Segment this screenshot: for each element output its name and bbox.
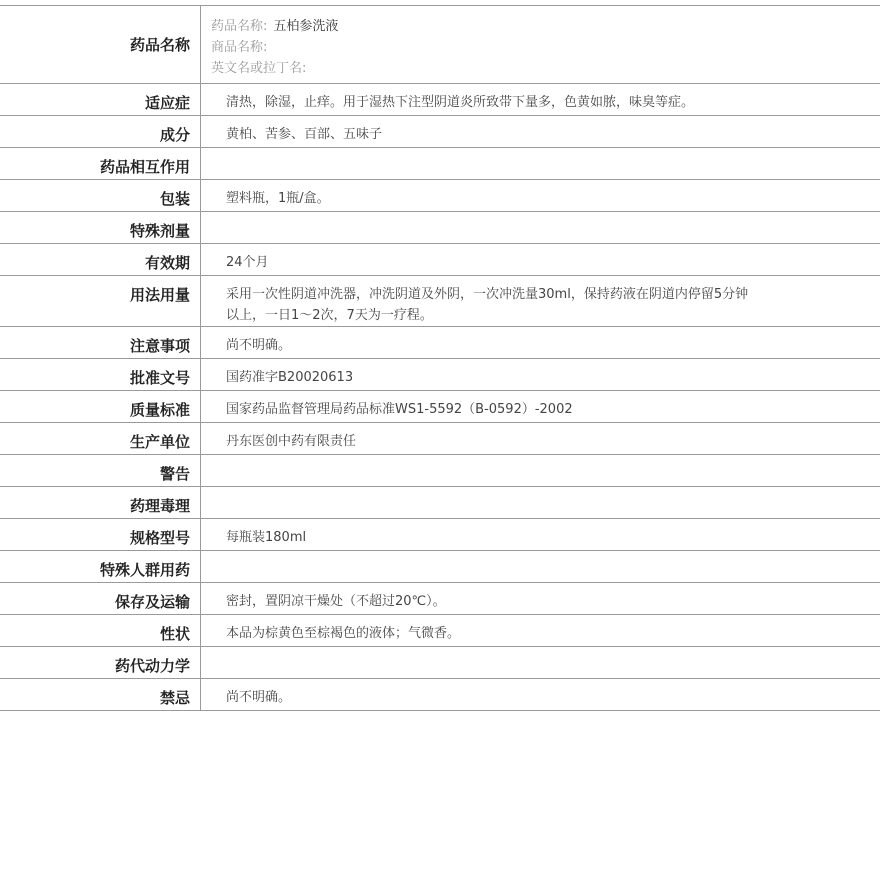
spec-row [0, 327, 880, 359]
spec-row-label: 药理毒理 [129, 497, 190, 515]
spec-row-label: 包装 [159, 190, 190, 208]
spec-row-value: 清热，除湿，止痒。用于湿热下注型阴道炎所致带下量多，色黄如脓，味臭等症。 [226, 95, 695, 110]
drug-spec-table [0, 5, 880, 711]
spec-row-label: 特殊人群用药 [99, 561, 190, 579]
latin-name-key: 英文名或拉丁名: [211, 61, 307, 76]
name-row-label-cell [0, 6, 201, 84]
spec-row [0, 244, 880, 276]
spec-row-label: 生产单位 [129, 433, 190, 451]
spec-row-value: 塑料瓶，1瓶/盒。 [226, 191, 330, 206]
spec-row-value-cell [201, 391, 880, 423]
spec-row-value-cell [201, 647, 880, 679]
name-block [201, 6, 880, 79]
name-row [0, 6, 880, 84]
spec-row-value [201, 148, 880, 156]
spec-row-label: 有效期 [144, 254, 190, 272]
spec-row [0, 84, 880, 116]
spec-row-value [201, 212, 880, 220]
spec-row-label: 质量标准 [129, 401, 190, 419]
spec-row-label-cell [0, 148, 201, 180]
name-row-label: 药品名称 [129, 36, 190, 54]
spec-row-label: 性状 [159, 625, 190, 643]
spec-row-value [201, 551, 880, 559]
spec-row-value: 国家药品监督管理局药品标准WS1-5592（B-0592）-2002 [226, 402, 573, 417]
spec-row-value: 密封，置阴凉干燥处（不超过20℃）。 [226, 594, 446, 609]
spec-row-value-cell [201, 212, 880, 244]
spec-row-label-cell [0, 423, 201, 455]
spec-row-label-cell [0, 583, 201, 615]
spec-row-label-cell [0, 391, 201, 423]
spec-row [0, 391, 880, 423]
spec-row-value: 国药准字B20020613 [226, 370, 354, 385]
spec-row-value-cell [201, 423, 880, 455]
spec-row-value-cell [201, 615, 880, 647]
spec-row-value-cell [201, 180, 880, 212]
spec-row-value-cell [201, 487, 880, 519]
spec-row-value-cell [201, 551, 880, 583]
spec-row-label-cell [0, 116, 201, 148]
spec-row-label: 禁忌 [159, 689, 190, 707]
spec-row [0, 148, 880, 180]
spec-row-value-cell [201, 327, 880, 359]
spec-row-value: 每瓶装180ml [226, 530, 307, 545]
spec-row-value-cell [201, 148, 880, 180]
generic-name-key: 药品名称: [211, 19, 268, 34]
spec-row-value-cell [201, 583, 880, 615]
spec-row [0, 519, 880, 551]
spec-row [0, 583, 880, 615]
spec-row-value: 丹东医创中药有限责任 [226, 434, 357, 449]
trade-name-key: 商品名称: [211, 40, 268, 55]
spec-row-label-cell [0, 551, 201, 583]
spec-row [0, 615, 880, 647]
spec-row-value-cell [201, 455, 880, 487]
spec-row-label-cell [0, 487, 201, 519]
spec-row-label: 警告 [159, 465, 190, 483]
spec-row-label-cell [0, 84, 201, 116]
spec-row [0, 180, 880, 212]
spec-row-value-cell [201, 679, 880, 711]
spec-row-value-cell [201, 276, 880, 327]
spec-row [0, 276, 880, 327]
spec-row-label-cell [0, 359, 201, 391]
spec-row-label-cell [0, 180, 201, 212]
spec-row-value-cell [201, 244, 880, 276]
spec-row-value: 黄柏、苦参、百部、五味子 [226, 127, 383, 142]
spec-row-label-cell [0, 679, 201, 711]
spec-row [0, 679, 880, 711]
generic-name-value: 五柏参洗液 [273, 19, 339, 34]
spec-row-label: 药品相互作用 [99, 158, 190, 176]
spec-row-label: 注意事项 [129, 337, 190, 355]
spec-row-value: 本品为棕黄色至棕褐色的液体；气微香。 [226, 626, 461, 641]
spec-row-label: 药代动力学 [114, 657, 190, 675]
trade-name-line [211, 37, 870, 58]
spec-row-label-cell [0, 212, 201, 244]
spec-row [0, 455, 880, 487]
spec-row-value: 采用一次性阴道冲洗器，冲洗阴道及外阴，一次冲洗量30ml，保持药液在阴道内停留5分钟以上，一日1～2次，7天为一疗程。 [226, 287, 749, 323]
spec-row-label: 批准文号 [129, 369, 190, 387]
spec-row-value [201, 647, 880, 655]
spec-row [0, 359, 880, 391]
spec-row-value-cell [201, 359, 880, 391]
spec-row-label: 适应症 [144, 94, 190, 112]
spec-row-value-cell [201, 84, 880, 116]
spec-row-label-cell [0, 455, 201, 487]
spec-row-label-cell [0, 519, 201, 551]
spec-row-label: 特殊剂量 [129, 222, 190, 240]
spec-row-value [201, 455, 880, 463]
spec-row-label-cell [0, 244, 201, 276]
spec-row [0, 423, 880, 455]
spec-row-label: 成分 [159, 126, 190, 144]
spec-row-label: 规格型号 [129, 529, 190, 547]
spec-row-value: 尚不明确。 [226, 338, 292, 353]
spec-row-label-cell [0, 615, 201, 647]
spec-row [0, 647, 880, 679]
spec-row [0, 212, 880, 244]
spec-row-label-cell [0, 647, 201, 679]
spec-row [0, 487, 880, 519]
spec-table-body [0, 6, 880, 711]
spec-row [0, 551, 880, 583]
spec-row-label: 用法用量 [129, 286, 190, 304]
spec-row-value-cell [201, 116, 880, 148]
spec-row [0, 116, 880, 148]
latin-name-line [211, 58, 870, 79]
spec-row-label-cell [0, 276, 201, 327]
spec-row-label-cell [0, 327, 201, 359]
generic-name-line [211, 16, 870, 37]
spec-row-value: 24个月 [226, 255, 269, 270]
spec-row-label: 保存及运输 [114, 593, 190, 611]
name-row-value-cell [201, 6, 880, 84]
spec-row-value [201, 487, 880, 495]
spec-row-value: 尚不明确。 [226, 690, 292, 705]
spec-row-value-cell [201, 519, 880, 551]
